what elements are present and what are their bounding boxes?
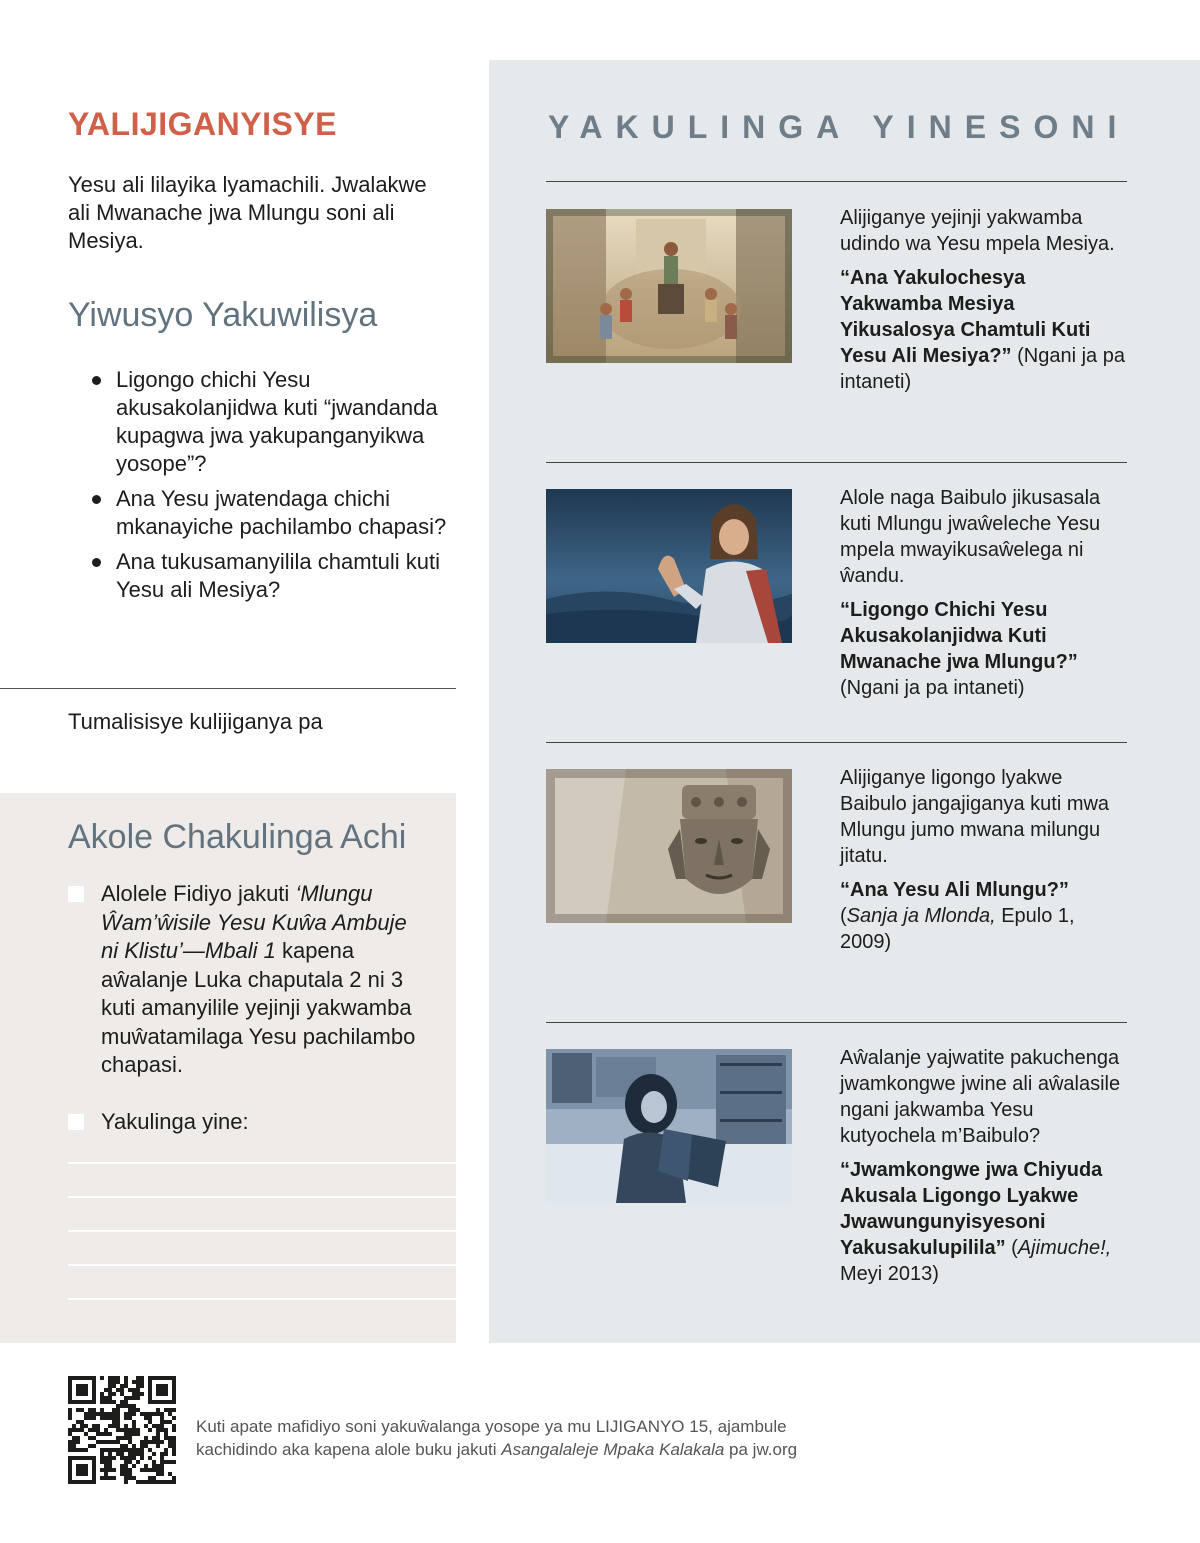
divider — [546, 181, 1127, 182]
writing-line[interactable] — [68, 1196, 456, 1198]
explore-title[interactable]: “Jwamkongwe jwa Chiyuda Akusala Ligongo Lyakwe Jwawungunyisyesoni Yakusakulupilila” (Ajimuche!, Meyi 2013) — [840, 1159, 1112, 1285]
bullet-icon — [92, 558, 101, 567]
explore-description: Alijiganye ligongo lyakwe Baibulo jangajiganya kuti mwa Mlungu jumo mwana milungu jitatu. — [840, 767, 1110, 867]
explore-item-text — [840, 1045, 1130, 1287]
divider — [546, 1022, 1127, 1023]
explore-item-text — [840, 485, 1130, 701]
divider — [546, 742, 1127, 743]
explore-description: Aŵalanje yajwatite pakuchenga jwamkongwe jwine ali aŵalasile ngani jakwamba Yesu kutyochela m’Baibulo? — [840, 1047, 1121, 1147]
writing-line[interactable] — [68, 1162, 456, 1164]
explore-title[interactable]: “Ana Yakulochesya Yakwamba Mesiya Yikusalosya Chamtuli Kuti Yesu Ali Mesiya?” (Ngani ja pa intaneti) — [840, 267, 1125, 393]
writing-line[interactable] — [68, 1230, 456, 1232]
explore-title[interactable]: “Ligongo Chichi Yesu Akusakolanjidwa Kuti Mwanache jwa Mlungu?” (Ngani ja pa intaneti) — [840, 599, 1078, 699]
goal-item-other — [68, 1108, 428, 1137]
bullet-icon — [92, 376, 101, 385]
checkbox[interactable] — [68, 1114, 84, 1130]
review-heading: YALIJIGANYISYE — [68, 106, 338, 142]
goal-item-text: Alolele Fidiyo jakuti ‘Mlungu Ŵam’ŵisile Yesu Kuŵa Ambuje ni Klistu’—Mbali 1 kapena aŵalanje Luka chaputala 2 ni 3 kuti amanyilile yejinji yakwamba muŵatamilaga Yesu pachilambo chapasi. — [101, 881, 416, 1077]
writing-line[interactable] — [68, 1264, 456, 1266]
checkbox[interactable] — [68, 886, 84, 902]
explore-heading: YAKULINGA YINESONI — [548, 109, 1130, 145]
footer-note: Kuti apate mafidiyo soni yakuŵalanga yosope ya mu LIJIGANYO 15, ajambule kachidindo aka kapena alole buku jakuti Asangalaleje Mpaka Kalakala pa jw.org — [196, 1417, 798, 1459]
question-item: Ligongo chichi Yesu akusakolanjidwa kuti “jwandanda kupagwa jwa yakupanganyikwa yosope”? — [90, 366, 455, 478]
question-item: Ana Yesu jwatendaga chichi mkanayiche pachilambo chapasi? — [90, 485, 455, 541]
explore-item-text — [840, 765, 1130, 955]
jesus-praying-illustration[interactable] — [546, 489, 792, 643]
divider — [0, 688, 456, 689]
qr-code-icon[interactable] — [68, 1376, 176, 1484]
goal-item-text: Yakulinga yine: — [101, 1109, 249, 1134]
review-summary: Yesu ali lilayika lyamachili. Jwalakwe ali Mwanache jwa Mlungu soni ali Mesiya. — [68, 172, 427, 253]
question-item: Ana tukusamanyilila chamtuli kuti Yesu ali Mesiya? — [90, 548, 455, 604]
questions-heading: Yiwusyo Yakuwilisya — [68, 296, 378, 334]
questions-list — [90, 366, 455, 611]
writing-line[interactable] — [68, 1298, 456, 1300]
woman-reading-photo[interactable] — [546, 1049, 792, 1203]
goal-heading: Akole Chakulinga Achi — [68, 818, 407, 856]
triumphal-entry-illustration[interactable] — [546, 209, 792, 363]
divider — [546, 462, 1127, 463]
explore-description: Alijiganye yejinji yakwamba udindo wa Yesu mpela Mesiya. — [840, 207, 1115, 255]
explore-description: Alole naga Baibulo jikusasala kuti Mlungu jwaŵeleche Yesu mpela mwayikusaŵelega ni ŵandu. — [840, 487, 1101, 587]
goal-item-video — [68, 880, 428, 1080]
completed-label: Tumalisisye kulijiganya pa — [68, 709, 323, 734]
explore-item-text — [840, 205, 1130, 395]
explore-title[interactable]: “Ana Yesu Ali Mlungu?” (Sanja ja Mlonda, Epulo 1, 2009) — [840, 879, 1075, 953]
three-faced-sculpture-photo[interactable] — [546, 769, 792, 923]
bullet-icon — [92, 495, 101, 504]
